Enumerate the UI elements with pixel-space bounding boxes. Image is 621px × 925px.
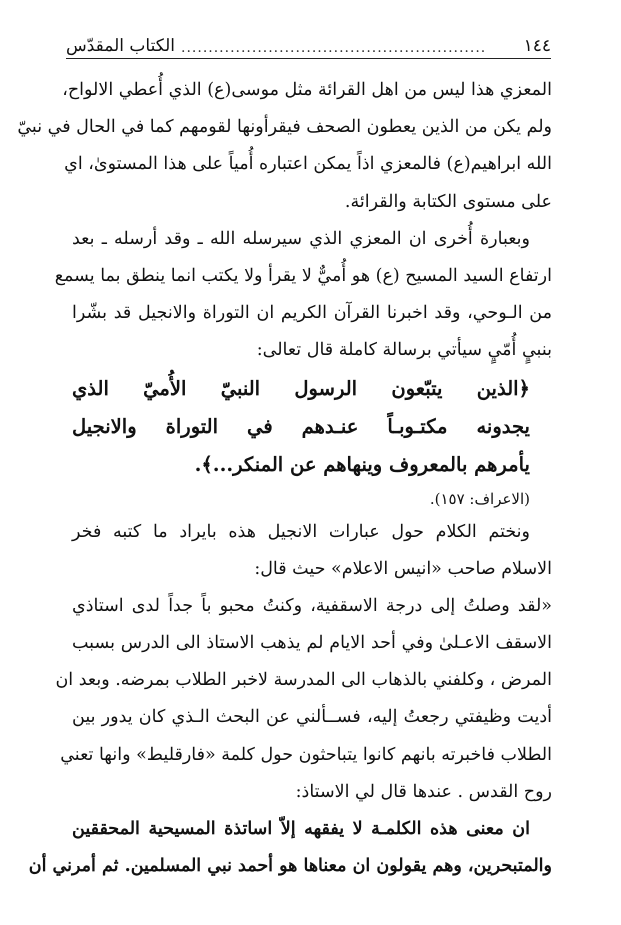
text-line: ان معنى هذه الكلمـة لا يفقهه إلاّ اساتذة المسيحية المحققين <box>72 819 530 839</box>
page-body <box>17 72 552 885</box>
text-line: ونختم الكلام حول عبارات الانجيل هذه بايراد ما كتبه فخر <box>72 521 530 542</box>
text-line: روح القدس . عندها قال لي الاستاذ: <box>295 781 552 802</box>
text-line: وبعبارة أُخرى ان المعزي الذي سيرسله الله ـ وقد أرسله ـ بعد <box>72 228 530 249</box>
text-line: «لقد وصلتُ إلى درجة الاسقفية، وكنتُ محبو باً جداً لدى استاذي <box>72 595 552 616</box>
quran-verse-line: يجدونه مكتـوبـاً عنـدهم في التوراة والانجيل <box>72 414 530 438</box>
text-line: المعزي هذا ليس من اهل القرائة مثل موسى(ع) الذي أُعطي الالواح، <box>62 80 552 100</box>
text-line: والمتبحرين، وهم يقولون ان معناها هو أحمد نبي المسلمين. ثم أمرني أن <box>28 856 552 877</box>
text-line: الاسقف الاعـلىٰ وفي أحد الايام لم يذهب الاستاذ الى الدرس بسبب <box>72 633 552 654</box>
quran-verse-line: يأمرهم بالمعروف وينهاهم عن المنكر...﴾. <box>194 452 530 476</box>
text-line: الله ابراهيم(ع) فالمعزي اذاً يمكن اعتباره أُمياً على هذا المستوىٰ، اي <box>64 154 552 175</box>
page-number: ١٤٤ <box>523 36 551 56</box>
text-line: على مستوى الكتابة والقرائة. <box>344 191 552 212</box>
text-line: الطلاب فاخبرته بانهم كانوا يتباحثون حول كلمة «فارقليط» وانها تعني <box>60 744 552 765</box>
text-line: المرض ، وكلفني بالذهاب الى المدرسة لاخبر الطلاب بمرضه. وبعد ان <box>55 670 552 691</box>
running-header <box>66 28 551 59</box>
header-leader-dots: ........................................................ <box>181 40 487 56</box>
text-line: من الـوحي، وقد اخبرنا القرآن الكريم ان التوراة والانجيل قد بشّرا <box>72 303 552 324</box>
text-line: بنبيٍ أُمّيٍ سيأتي برسالة كاملة قال تعالى: <box>256 340 552 361</box>
quran-verse-line: ﴿الذين يتبّعون الرسول النبيّ الأُميّ الذي <box>72 376 530 400</box>
text-line: ارتفاع السيد المسيح (ع) هو أُميٌّ لا يقرأ ولا يكتب انما ينطق بما يسمع <box>54 265 552 286</box>
header-title: الكتاب المقدّس <box>66 36 176 56</box>
text-line: الاسلام صاحب «انيس الاعلام» حيث قال: <box>254 558 552 579</box>
text-line: ولم يكن من الذين يعطون الصحف فيقرأونها لقومهم كما في الحال في نبيّ <box>17 117 552 138</box>
verse-reference: (الاعراف: ١٥٧). <box>429 489 530 508</box>
text-line: أديت وظيفتي رجعتُ إليه، فســألني عن البحث الـذي كان يدور بين <box>72 707 552 728</box>
